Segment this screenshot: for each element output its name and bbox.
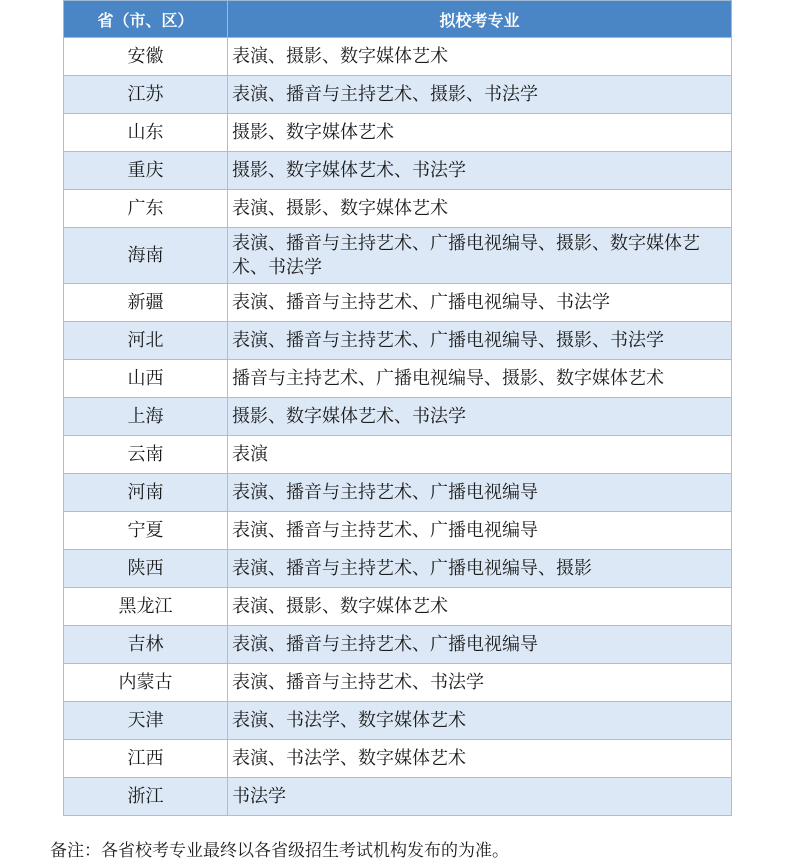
province-cell: 河南 <box>64 474 228 512</box>
province-cell: 海南 <box>64 228 228 284</box>
province-cell: 吉林 <box>64 626 228 664</box>
footnote: 备注：各省校考专业最终以各省级招生考试机构发布的为准。 <box>50 841 509 861</box>
table-row <box>64 190 732 228</box>
table-row <box>64 512 732 550</box>
majors-cell: 摄影、数字媒体艺术 <box>228 114 732 152</box>
table-row <box>64 778 732 816</box>
province-cell: 黑龙江 <box>64 588 228 626</box>
majors-cell: 表演、书法学、数字媒体艺术 <box>228 740 732 778</box>
table-row <box>64 550 732 588</box>
majors-cell: 表演、播音与主持艺术、广播电视编导、摄影 <box>228 550 732 588</box>
province-cell: 重庆 <box>64 152 228 190</box>
province-cell: 内蒙古 <box>64 664 228 702</box>
majors-cell: 书法学 <box>228 778 732 816</box>
header-province: 省（市、区） <box>64 1 228 38</box>
province-cell: 江苏 <box>64 76 228 114</box>
province-cell: 陕西 <box>64 550 228 588</box>
majors-cell: 表演、播音与主持艺术、广播电视编导 <box>228 474 732 512</box>
majors-cell: 表演、播音与主持艺术、广播电视编导、书法学 <box>228 284 732 322</box>
province-cell: 广东 <box>64 190 228 228</box>
header-majors: 拟校考专业 <box>228 1 732 38</box>
province-cell: 山东 <box>64 114 228 152</box>
table-row <box>64 322 732 360</box>
table-row <box>64 152 732 190</box>
majors-cell: 表演、播音与主持艺术、广播电视编导 <box>228 512 732 550</box>
major-table-container <box>63 0 731 816</box>
majors-cell: 表演、摄影、数字媒体艺术 <box>228 588 732 626</box>
province-cell: 宁夏 <box>64 512 228 550</box>
majors-cell: 表演、摄影、数字媒体艺术 <box>228 190 732 228</box>
province-cell: 天津 <box>64 702 228 740</box>
majors-cell: 表演、播音与主持艺术、书法学 <box>228 664 732 702</box>
table-row <box>64 626 732 664</box>
province-cell: 江西 <box>64 740 228 778</box>
table-row <box>64 588 732 626</box>
province-cell: 云南 <box>64 436 228 474</box>
table-row <box>64 38 732 76</box>
majors-cell: 摄影、数字媒体艺术、书法学 <box>228 398 732 436</box>
table-row <box>64 76 732 114</box>
majors-cell: 表演、摄影、数字媒体艺术 <box>228 38 732 76</box>
majors-cell: 表演、播音与主持艺术、广播电视编导、摄影、数字媒体艺术、书法学 <box>228 228 732 284</box>
table-row <box>64 740 732 778</box>
table-row <box>64 114 732 152</box>
province-cell: 河北 <box>64 322 228 360</box>
major-table <box>63 0 732 816</box>
table-row <box>64 664 732 702</box>
majors-cell: 表演、播音与主持艺术、摄影、书法学 <box>228 76 732 114</box>
table-row <box>64 228 732 284</box>
table-row <box>64 474 732 512</box>
table-row <box>64 436 732 474</box>
majors-cell: 表演 <box>228 436 732 474</box>
province-cell: 上海 <box>64 398 228 436</box>
province-cell: 安徽 <box>64 38 228 76</box>
table-row <box>64 398 732 436</box>
table-row <box>64 284 732 322</box>
majors-cell: 表演、播音与主持艺术、广播电视编导 <box>228 626 732 664</box>
province-cell: 山西 <box>64 360 228 398</box>
table-row <box>64 360 732 398</box>
majors-cell: 播音与主持艺术、广播电视编导、摄影、数字媒体艺术 <box>228 360 732 398</box>
table-header-row <box>64 1 732 38</box>
majors-cell: 摄影、数字媒体艺术、书法学 <box>228 152 732 190</box>
majors-cell: 表演、播音与主持艺术、广播电视编导、摄影、书法学 <box>228 322 732 360</box>
majors-cell: 表演、书法学、数字媒体艺术 <box>228 702 732 740</box>
province-cell: 新疆 <box>64 284 228 322</box>
province-cell: 浙江 <box>64 778 228 816</box>
table-row <box>64 702 732 740</box>
